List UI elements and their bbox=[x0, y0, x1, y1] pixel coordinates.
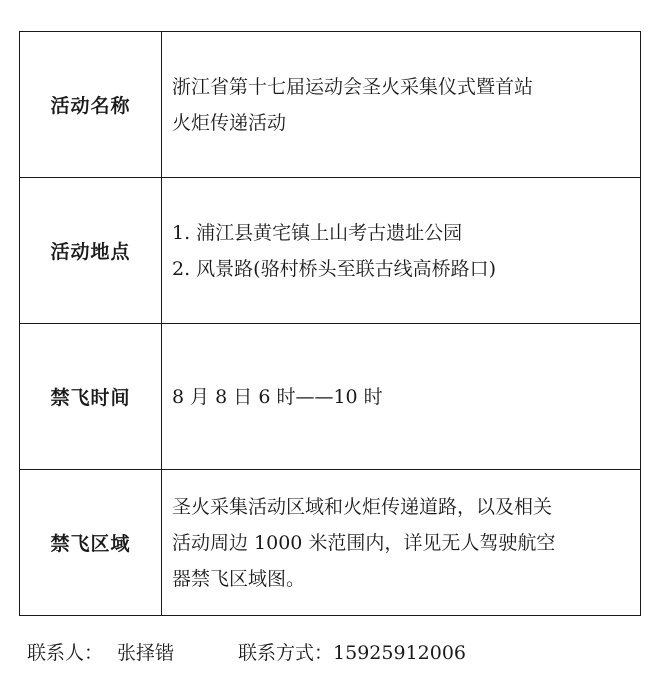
table-row-activity-name bbox=[20, 32, 641, 178]
table-row-activity-location bbox=[20, 178, 641, 324]
value-line: 火炬传递活动 bbox=[172, 111, 287, 134]
contact-person-label: 联系人： bbox=[27, 642, 104, 664]
row-value bbox=[162, 178, 641, 324]
contact-method-label: 联系方式： bbox=[238, 642, 334, 664]
row-label: 禁飞时间 bbox=[20, 324, 162, 470]
row-value bbox=[162, 324, 641, 470]
contact-bar bbox=[27, 638, 466, 665]
value-line: 1. 浦江县黄宅镇上山考古遗址公园 bbox=[172, 221, 463, 244]
value-line: 2. 风景路(骆村桥头至联古线高桥路口) bbox=[172, 257, 496, 280]
row-label: 活动地点 bbox=[20, 178, 162, 324]
table-row-no-fly-zone bbox=[20, 470, 641, 616]
value-line: 浙江省第十七届运动会圣火采集仪式暨首站 bbox=[172, 75, 534, 98]
info-table bbox=[19, 31, 641, 616]
value-line: 8 月 8 日 6 时——10 时 bbox=[172, 385, 383, 408]
contact-person-name: 张择锴 bbox=[117, 642, 175, 664]
value-line: 活动周边 1000 米范围内，详见无人驾驶航空 bbox=[172, 531, 556, 554]
value-line: 器禁飞区域图。 bbox=[172, 567, 306, 590]
value-line: 圣火采集活动区域和火炬传递道路，以及相关 bbox=[172, 495, 553, 518]
contact-phone: 15925912006 bbox=[333, 642, 467, 664]
row-value bbox=[162, 470, 641, 616]
row-label: 禁飞区域 bbox=[20, 470, 162, 616]
table-row-no-fly-time bbox=[20, 324, 641, 470]
row-value bbox=[162, 32, 641, 178]
row-label: 活动名称 bbox=[20, 32, 162, 178]
